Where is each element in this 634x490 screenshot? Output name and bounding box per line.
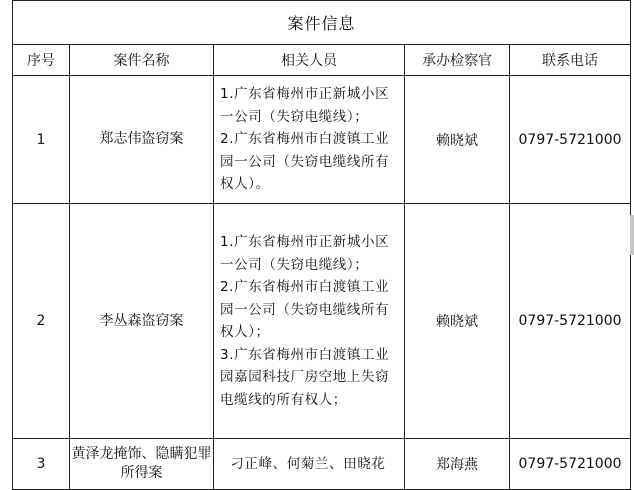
scrollbar-thumb[interactable]	[630, 215, 634, 255]
person-entry: 2.广东省梅州市白渡镇工业园一公司（失窃电缆线所有权人）；	[220, 279, 390, 340]
case-name: 李丛森盗窃案	[70, 204, 214, 439]
table-row	[13, 76, 631, 204]
person-entry: 刁正峰、何菊兰、田晓花	[230, 455, 386, 472]
case-info-table	[12, 0, 631, 490]
person-entry: 1.广东省梅州市正新城小区一公司（失窃电缆线）；	[220, 234, 390, 273]
header-related-persons: 相关人员	[214, 45, 405, 76]
table-title: 案件信息	[13, 1, 631, 45]
prosecutor: 赖晓斌	[405, 204, 510, 439]
row-no: 2	[13, 204, 70, 439]
related-persons	[214, 204, 405, 439]
person-entry: 1.广东省梅州市正新城小区一公司（失窃电缆线）；	[220, 86, 390, 125]
row-no: 1	[13, 76, 70, 204]
phone: 0797-5721000	[510, 204, 631, 439]
table-row	[13, 439, 631, 490]
header-prosecutor: 承办检察官	[405, 45, 510, 76]
person-entry: 2.广东省梅州市白渡镇工业园一公司（失窃电缆线所有权人）。	[220, 131, 390, 193]
case-name: 黄泽龙掩饰、隐瞒犯罪所得案	[70, 439, 214, 490]
table-row	[13, 204, 631, 439]
header-no: 序号	[13, 45, 70, 76]
prosecutor: 赖晓斌	[405, 76, 510, 204]
header-row	[13, 45, 631, 76]
prosecutor: 郑海燕	[405, 439, 510, 490]
header-phone: 联系电话	[510, 45, 631, 76]
phone: 0797-5721000	[510, 76, 631, 204]
related-persons	[214, 439, 405, 490]
case-name: 郑志伟盗窃案	[70, 76, 214, 204]
person-entry: 3.广东省梅州市白渡镇工业园嘉园科技厂房空地上失窃电缆线的所有权人；	[220, 346, 390, 408]
case-info-sheet	[12, 0, 630, 490]
related-persons	[214, 76, 405, 204]
row-no: 3	[13, 439, 70, 490]
header-case-name: 案件名称	[70, 45, 214, 76]
phone: 0797-5721000	[510, 439, 631, 490]
